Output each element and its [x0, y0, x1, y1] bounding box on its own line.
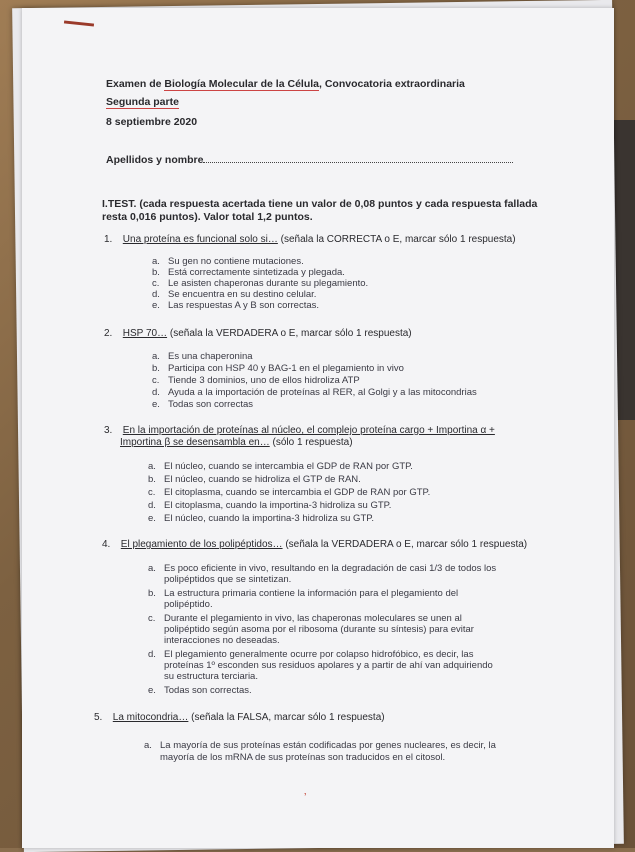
- question-4-option-e: e. Todas son correctas.: [148, 685, 252, 696]
- question-2-stem: 2. HSP 70… (señala la VERDADERA o E, marcar sólo 1 respuesta): [104, 328, 412, 339]
- section-instructions-2: resta 0,016 puntos). Valor total 1,2 puntos.: [102, 211, 313, 223]
- exam-part: Segunda parte: [106, 96, 179, 108]
- question-4-option-a: a. Es poco eficiente in vivo, resultando en la degradación de casi 1/3 de todos los: [148, 563, 497, 574]
- title-prefix: Examen de: [106, 78, 162, 90]
- question-3-option-b: b. El núcleo, cuando se hidroliza el GTP de RAN.: [148, 474, 361, 485]
- question-1-option-e: e. Las respuestas A y B son correctas.: [152, 300, 320, 311]
- question-1-option-a: a. Su gen no contiene mutaciones.: [152, 256, 304, 267]
- question-5-stem: 5. La mitocondria… (señala la FALSA, marcar sólo 1 respuesta): [94, 712, 385, 723]
- question-4-option-a-cont: polipéptidos que se sintetizan.: [164, 574, 292, 585]
- question-4-option-d-cont: proteínas 1º esconden sus residuos apolares y a partir de ahí van adquiriendo: [164, 660, 493, 671]
- question-4-option-c-cont: polipéptido según asoma por el ribosoma (durante su síntesis) para evitar: [164, 624, 474, 635]
- staple: [64, 20, 94, 26]
- question-number: 1.: [104, 234, 113, 245]
- question-4-stem: 4. El plegamiento de los polipéptidos… (señala la VERDADERA o E, marcar sólo 1 respuesta): [102, 539, 528, 550]
- question-4-option-d-cont-2: su estructura terciaria.: [164, 671, 258, 682]
- question-2-option-e: e. Todas son correctas: [152, 399, 254, 410]
- question-2-option-d: d. Ayuda a la importación de proteínas al RER, al Golgi y a las mitocondrias: [152, 387, 477, 398]
- question-2-option-b: b. Participa con HSP 40 y BAG-1 en el plegamiento in vivo: [152, 363, 404, 374]
- question-1-option-c: c. Le asisten chaperonas durante su plegamiento.: [152, 278, 369, 289]
- question-3-option-e: e. El núcleo, cuando la importina-3 hidroliza su GTP.: [148, 513, 374, 524]
- question-1-option-b: b. Está correctamente sintetizada y plegada.: [152, 267, 345, 278]
- question-3-option-d: d. El citoplasma, cuando la importina-3 hidroliza su GTP.: [148, 500, 392, 511]
- question-4-option-b-cont: polipéptido.: [164, 599, 213, 610]
- question-1-stem: [104, 234, 516, 245]
- red-ink-mark: ʼ: [304, 792, 307, 804]
- question-3-stem-line-2: Importina β se desensambla en… (sólo 1 respuesta): [120, 437, 353, 448]
- question-3-option-a: a. El núcleo, cuando se intercambia el GDP de RAN por GTP.: [148, 461, 413, 472]
- question-2-option-a: a. Es una chaperonina: [152, 351, 253, 362]
- question-4-option-c-cont-2: interacciones no deseadas.: [164, 635, 280, 646]
- exam-sheet: [22, 8, 614, 848]
- title-suffix: , Convocatoria extraordinaria: [319, 78, 465, 90]
- question-stem-rest: (señala la CORRECTA o E, marcar sólo 1 respuesta): [280, 234, 516, 245]
- section-instructions-1: I.TEST. (cada respuesta acertada tiene un valor de 0,08 puntos y cada respuesta fallada: [102, 198, 538, 210]
- question-1-option-d: d. Se encuentra en su destino celular.: [152, 289, 317, 300]
- question-5-option-a-cont: mayoría de los mRNA de sus proteínas son traducidos en el citosol.: [160, 752, 446, 763]
- title-subject: Biología Molecular de la Célula: [164, 78, 319, 90]
- name-dotted-line: [203, 154, 513, 163]
- question-3-option-c: c. El citoplasma, cuando se intercambia el GDP de RAN por GTP.: [148, 487, 431, 498]
- name-line: [106, 154, 513, 166]
- question-4-option-d: d. El plegamiento generalmente ocurre por colapso hidrofóbico, es decir, las: [148, 649, 474, 660]
- name-label: Apellidos y nombre: [106, 154, 204, 166]
- question-5-option-a: a. La mayoría de sus proteínas están codificadas por genes nucleares, es decir, la: [144, 740, 496, 751]
- exam-date: 8 septiembre 2020: [106, 116, 198, 128]
- question-4-option-b: b. La estructura primaria contiene la información para el plegamiento del: [148, 588, 459, 599]
- question-3-stem-line-1: 3. En la importación de proteínas al núcleo, el complejo proteína cargo + Importina α +: [104, 425, 495, 436]
- question-stem-underlined: Una proteína es funcional solo si…: [122, 234, 278, 245]
- question-2-option-c: c. Tiende 3 dominios, uno de ellos hidroliza ATP: [152, 375, 360, 386]
- question-4-option-c: c. Durante el plegamiento in vivo, las chaperonas moleculares se unen al: [148, 613, 462, 624]
- exam-title: [106, 78, 465, 90]
